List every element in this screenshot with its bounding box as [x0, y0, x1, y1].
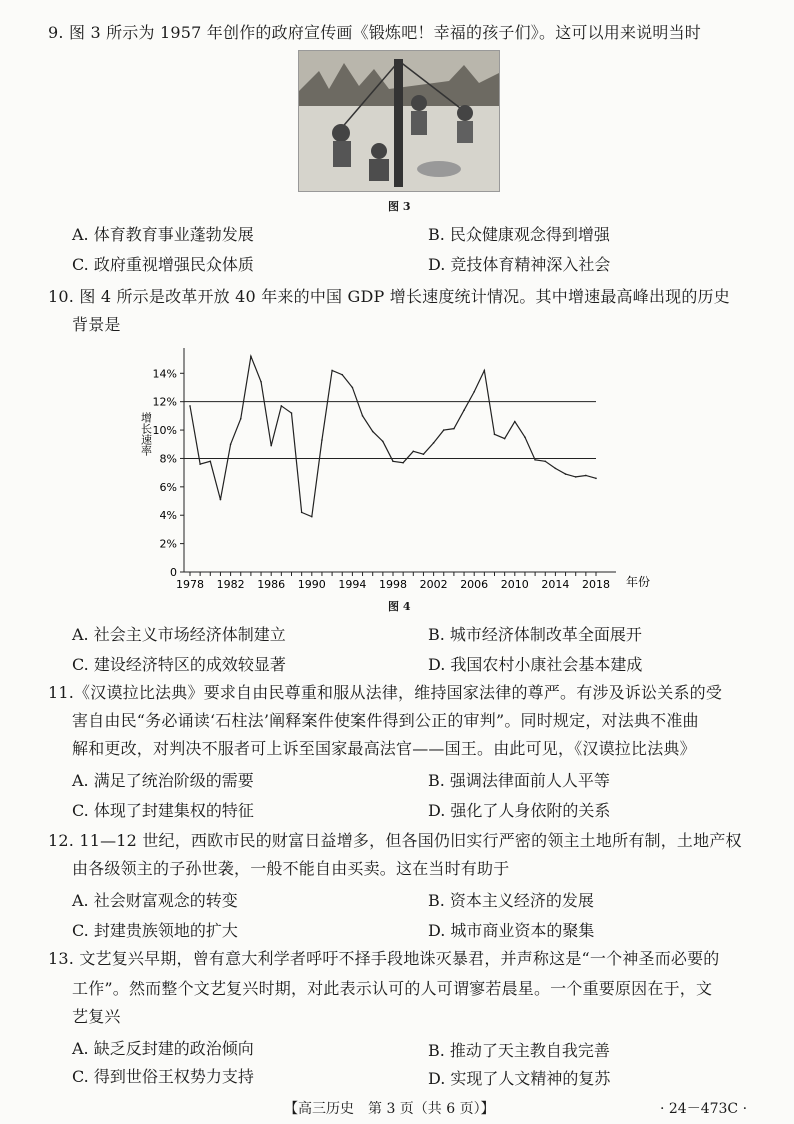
data-point — [402, 462, 404, 464]
data-point — [382, 441, 384, 443]
y-tick-label: 0 — [170, 566, 177, 579]
x-tick-label: 1986 — [257, 578, 286, 591]
data-point — [595, 478, 597, 480]
y-tick-label: 12% — [152, 395, 177, 409]
q13-option-d[interactable]: D. 实现了人文精神的复苏 — [428, 1069, 611, 1088]
q10-stem-line2: 背景是 — [72, 315, 121, 334]
data-point — [291, 412, 293, 414]
data-point — [199, 463, 201, 465]
data-point — [301, 512, 303, 514]
data-point — [473, 391, 475, 393]
q12-option-d[interactable]: D. 城市商业资本的聚集 — [428, 921, 595, 940]
q11-option-b[interactable]: B. 强调法律面前人人平等 — [428, 771, 610, 790]
q12-option-c[interactable]: C. 封建贵族领地的扩大 — [72, 921, 238, 940]
data-point — [413, 451, 415, 453]
q12-option-a[interactable]: A. 社会财富观念的转变 — [72, 891, 238, 910]
data-point — [423, 453, 425, 455]
data-point — [281, 405, 283, 407]
data-point — [494, 434, 496, 436]
gdp-growth-series-line — [190, 356, 596, 516]
x-tick-label: 2018 — [582, 578, 610, 591]
data-point — [311, 516, 313, 518]
data-point — [555, 468, 557, 470]
q10-stem-line1: 10. 图 4 所示是改革开放 40 年来的中国 GDP 增长速度统计情况。其中增速最高峰出现的历史 — [48, 287, 730, 306]
q12-stem-line1: 12. 11—12 世纪，西欧市民的财富日益增多，但各国仍旧实行严密的领主土地所有制，土地产权 — [48, 831, 742, 850]
data-point — [514, 421, 516, 423]
data-point — [443, 429, 445, 431]
exam-code: · 24－473C · — [660, 1101, 748, 1117]
data-point — [575, 476, 577, 478]
y-axis-label: 增长速率 — [139, 412, 153, 456]
q9-stem: 9. 图 3 所示为 1957 年创作的政府宣传画《锻炼吧！幸福的孩子们》。这可以用来说明当时 — [48, 23, 701, 42]
y-tick-label: 14% — [152, 367, 177, 381]
q11-option-a[interactable]: A. 满足了统治阶级的需要 — [72, 771, 254, 790]
propaganda-poster-image — [298, 50, 500, 192]
x-tick-label: 1994 — [338, 578, 367, 591]
q9-option-b[interactable]: B. 民众健康观念得到增强 — [428, 225, 610, 244]
figure-3-caption: 图 3 — [388, 200, 411, 213]
q13-option-a[interactable]: A. 缺乏反封建的政治倾向 — [72, 1039, 254, 1058]
q10-option-a[interactable]: A. 社会主义市场经济体制建立 — [72, 625, 286, 644]
gdp-growth-chart — [128, 340, 668, 600]
x-tick-label: 1978 — [176, 578, 204, 591]
q10-option-d[interactable]: D. 我国农村小康社会基本建成 — [428, 655, 643, 674]
x-tick-label: 2010 — [500, 578, 529, 591]
data-point — [210, 460, 212, 462]
q9-option-d[interactable]: D. 竞技体育精神深入社会 — [428, 255, 611, 274]
q11-stem-line3: 解和更改，对判决不服者可上诉至国家最高法官——国王。由此可见，《汉谟拉比法典》 — [72, 739, 696, 758]
data-point — [331, 370, 333, 372]
q10-option-c[interactable]: C. 建设经济特区的成效较显著 — [72, 655, 286, 674]
data-point — [534, 459, 536, 461]
data-point — [484, 370, 486, 372]
data-point — [392, 460, 394, 462]
q11-stem-line1: 11.《汉谟拉比法典》要求自由民尊重和服从法律，维持国家法律的尊严。有涉及诉讼关系的受 — [48, 683, 723, 702]
data-point — [463, 409, 465, 411]
y-tick-label: 4% — [159, 509, 177, 523]
q13-option-b[interactable]: B. 推动了天主教自我完善 — [428, 1041, 610, 1060]
data-point — [341, 374, 343, 376]
data-point — [372, 431, 374, 433]
q11-option-c[interactable]: C. 体现了封建集权的特征 — [72, 801, 254, 820]
q11-stem-line2: 害自由民“务必诵读‘石柱法’阐释案件使案件得到公正的审判”。同时规定，对法典不准曲 — [72, 711, 699, 730]
x-tick-label: 2002 — [419, 578, 448, 591]
x-axis-label: 年份 — [626, 575, 651, 589]
x-tick-label: 2014 — [541, 578, 570, 591]
q13-option-c[interactable]: C. 得到世俗王权势力支持 — [72, 1067, 254, 1086]
y-tick-label: 10% — [152, 424, 177, 438]
y-tick-label: 6% — [159, 480, 177, 494]
data-point — [230, 443, 232, 445]
page-footer: 【高三历史 第 3 页（共 6 页）】 — [284, 1101, 495, 1117]
q9-option-a[interactable]: A. 体育教育事业蓬勃发展 — [72, 225, 254, 244]
data-point — [433, 442, 435, 444]
q12-option-b[interactable]: B. 资本主义经济的发展 — [428, 891, 594, 910]
x-tick-label: 1998 — [379, 578, 407, 591]
x-tick-label: 2006 — [460, 578, 489, 591]
data-point — [362, 415, 364, 417]
q10-option-b[interactable]: B. 城市经济体制改革全面展开 — [428, 625, 642, 644]
y-tick-label: 8% — [159, 452, 177, 466]
data-point — [585, 475, 587, 477]
data-point — [524, 436, 526, 438]
q11-option-d[interactable]: D. 强化了人身依附的关系 — [428, 801, 611, 820]
y-tick-label: 2% — [159, 537, 177, 551]
q12-stem-line2: 由各级领主的子孙世袭，一般不能自由买卖。这在当时有助于 — [72, 859, 510, 878]
q13-stem-line1: 13. 文艺复兴早期，曾有意大利学者呼吁不择手段地诛灭暴君，并声称这是“一个神圣而必要的 — [48, 949, 720, 968]
data-point — [504, 438, 506, 440]
data-point — [544, 460, 546, 462]
data-point — [220, 499, 222, 501]
data-point — [565, 473, 567, 475]
data-point — [352, 387, 354, 389]
q9-option-c[interactable]: C. 政府重视增强民众体质 — [72, 255, 254, 274]
x-tick-label: 1982 — [216, 578, 245, 591]
q13-stem-line3: 艺复兴 — [72, 1007, 121, 1026]
data-point — [270, 445, 272, 447]
data-point — [240, 418, 242, 420]
q13-stem-line2: 工作”。然而整个文艺复兴时期，对此表示认可的人可谓寥若晨星。一个重要原因在于，文 — [72, 979, 713, 998]
x-tick-label: 1990 — [297, 578, 326, 591]
data-point — [453, 428, 455, 430]
data-point — [321, 439, 323, 441]
data-point — [250, 355, 252, 357]
data-point — [260, 381, 262, 383]
figure-4-caption: 图 4 — [388, 600, 411, 613]
data-point — [189, 405, 191, 407]
